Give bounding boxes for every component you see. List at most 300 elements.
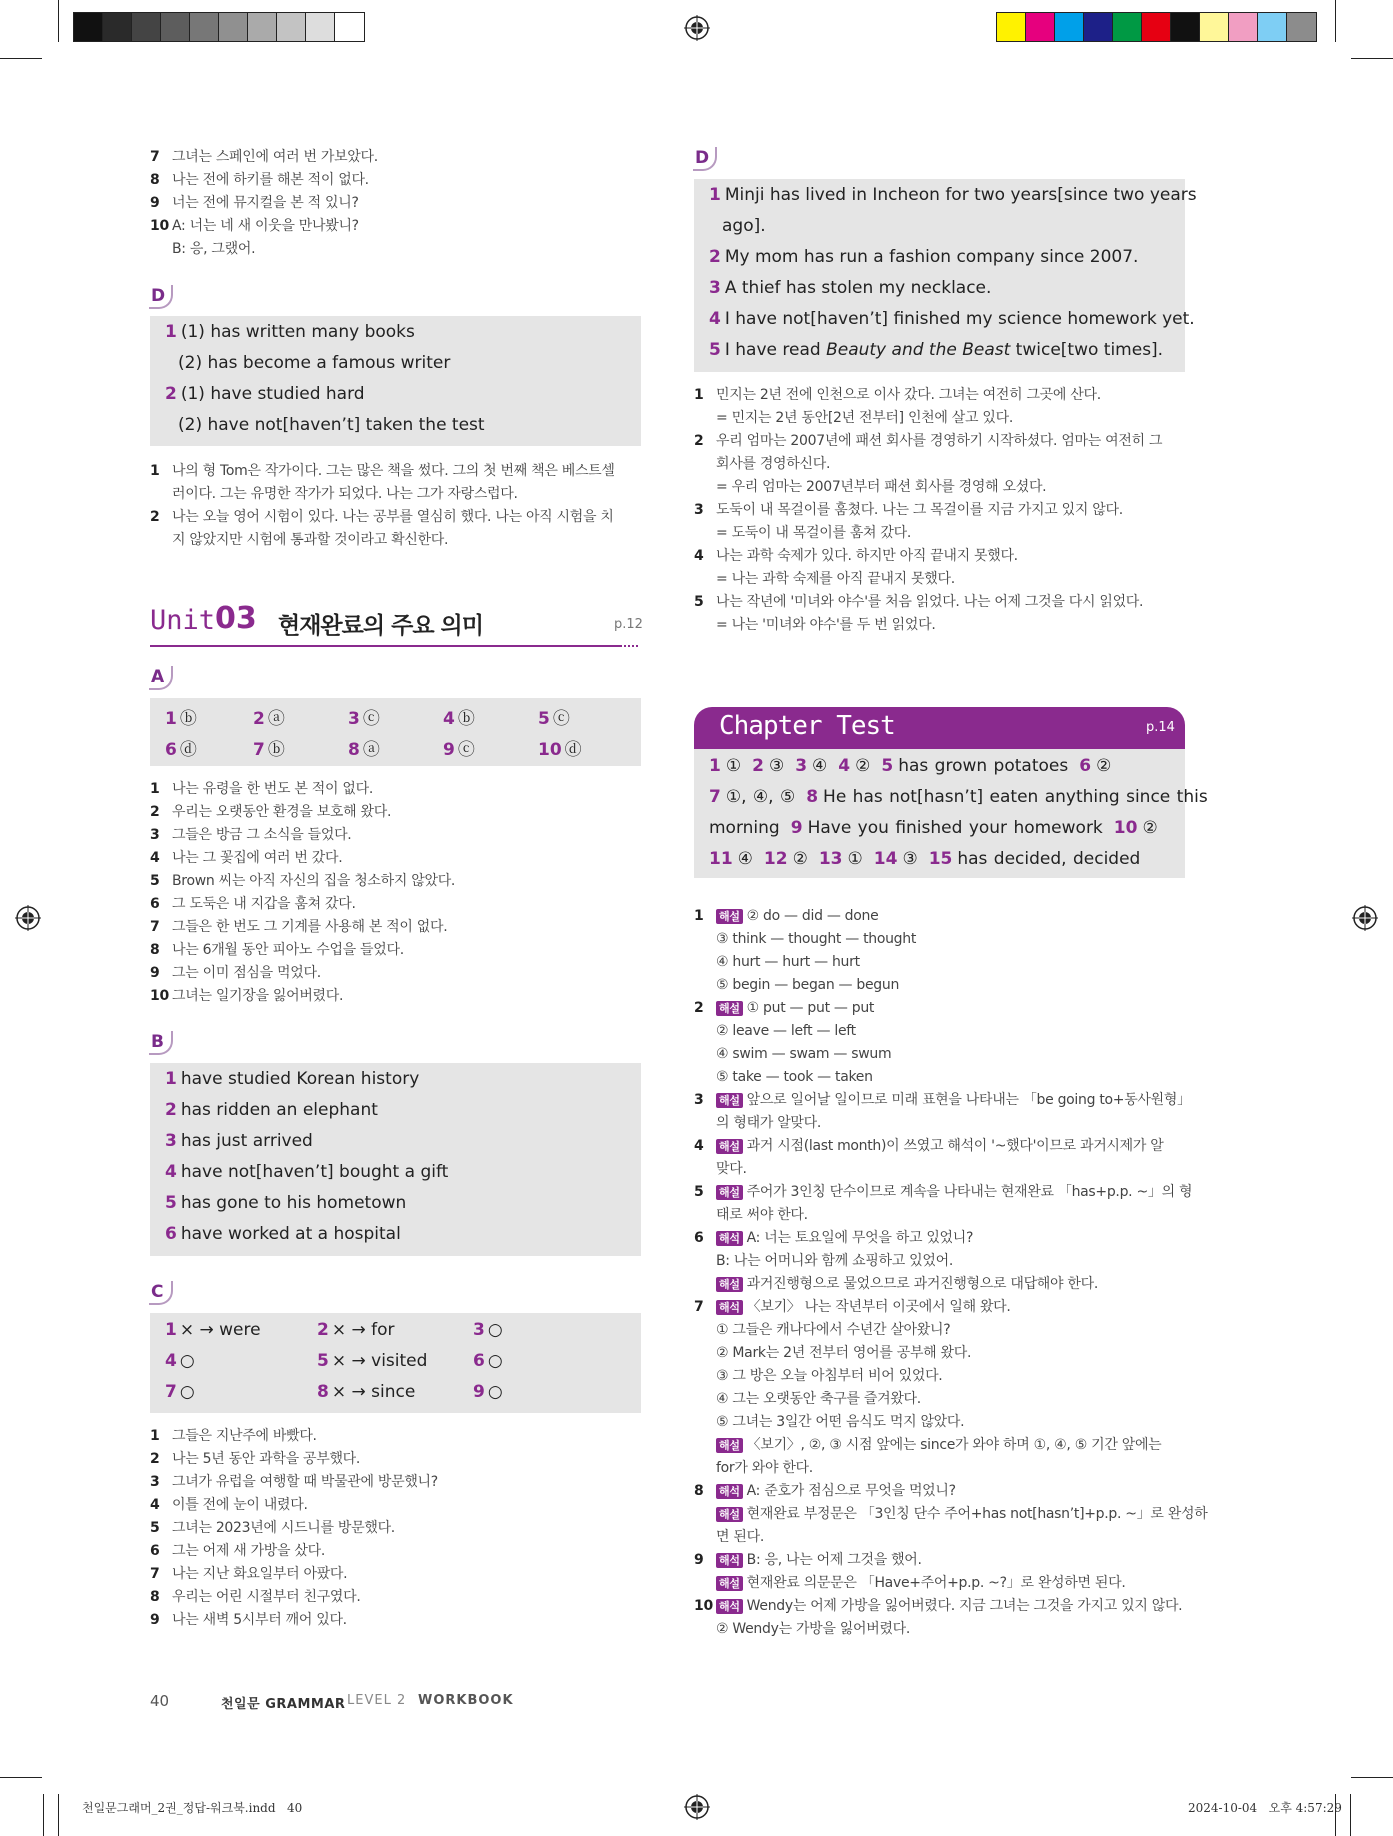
explanation-line (694, 905, 878, 928)
explanation-tag: 해설 (716, 1277, 743, 1292)
list-item (694, 453, 830, 476)
answer-number: 6 (165, 740, 177, 760)
answer-line (165, 322, 415, 342)
item-text: 나의 형 Tom은 작가이다. 그는 많은 책을 썼다. 그의 첫 번째 책은 베스트셀 (172, 463, 615, 479)
gray-swatch (335, 13, 364, 41)
list-item (150, 460, 615, 483)
item-text: 맞다. (716, 1161, 747, 1177)
answer-text: ① (847, 849, 863, 869)
list-item (150, 870, 455, 893)
item-text: ① 그들은 캐나다에서 수년간 살아왔니? (716, 1322, 951, 1338)
answer-text: × → for (331, 1320, 395, 1340)
item-number: 6 (150, 896, 160, 912)
item-number: 3 (150, 827, 160, 843)
gray-color-bar (73, 12, 365, 42)
chapter-test-line (709, 756, 1122, 776)
answer-number: 1 (165, 1320, 177, 1340)
answer-text: × → visited (331, 1351, 428, 1371)
item-text: 그들은 지난주에 바빴다. (172, 1428, 317, 1444)
explanation-tag: 해설 (716, 909, 743, 924)
list-item (150, 939, 404, 962)
list-item (150, 192, 359, 215)
item-text: 지 않았지만 시험에 통과할 것이라고 확신한다. (172, 532, 449, 548)
item-number: 6 (694, 1230, 704, 1246)
color-bar (996, 12, 1317, 42)
list-item (150, 824, 351, 847)
answer-line (165, 384, 365, 404)
answer-cell (473, 1382, 503, 1402)
gray-swatch (190, 13, 219, 41)
list-item (694, 476, 1046, 499)
list-item (150, 893, 356, 916)
list-item (150, 506, 614, 529)
answer-text: ③ (768, 756, 785, 776)
list-item (694, 568, 955, 591)
list-item (150, 238, 255, 261)
color-swatch (1200, 13, 1229, 41)
item-text: 의 형태가 알맞다. (716, 1115, 822, 1131)
list-item (150, 146, 378, 169)
item-text: 그녀는 일기장을 잃어버렸다. (172, 988, 344, 1004)
crop-mark (1351, 58, 1393, 59)
answer-number: 2 (709, 247, 721, 267)
explanation-tag: 해석 (716, 1300, 743, 1315)
item-text: 나는 새벽 5시부터 깨어 있다. (172, 1612, 347, 1628)
list-item (150, 1586, 361, 1609)
answer-cell (253, 704, 285, 729)
answer-text: ①, ④, ⑤ (725, 787, 796, 807)
color-swatch (1229, 13, 1258, 41)
explanation-line (694, 1020, 856, 1043)
color-swatch (1026, 13, 1055, 41)
answer-text: He has not[hasn’t] eaten anything since this (823, 787, 1208, 807)
explanation-line (694, 1480, 956, 1503)
item-number: 9 (150, 1612, 160, 1628)
answer-cell (165, 1382, 195, 1402)
item-text: 도둑이 내 목걸이를 훔쳤다. 나는 그 목걸이를 지금 가지고 있지 않다. (716, 502, 1123, 518)
item-text: A: 준호가 점심으로 무엇을 먹었니? (746, 1483, 956, 1499)
chapter-test-page-ref: p.14 (1146, 720, 1175, 735)
answer-number: 10 (1113, 818, 1138, 838)
item-number: 8 (694, 1483, 704, 1499)
explanation-line (694, 1503, 1207, 1526)
item-text: Brown 씨는 아직 자신의 집을 청소하지 않았다. (172, 873, 456, 889)
list-item (694, 522, 911, 545)
item-number: 7 (150, 919, 160, 935)
answer-number: 1 (709, 185, 721, 205)
item-number: 2 (694, 433, 704, 449)
item-text: 그들은 한 번도 그 기계를 사용해 본 적이 없다. (172, 919, 448, 935)
answer-number: 6 (473, 1351, 485, 1371)
item-text: A: 너는 토요일에 무엇을 하고 있었니? (746, 1230, 974, 1246)
item-text: 현재완료 부정문은 「3인칭 단수 주어+has not[hasn’t]+p.p. ~」로 완성하 (746, 1506, 1208, 1522)
item-text: 우리 엄마는 2007년에 패션 회사를 경영하기 시작하셨다. 엄마는 여전히 그 (716, 433, 1163, 449)
item-number: 5 (694, 594, 704, 610)
explanation-tag: 해설 (716, 1438, 743, 1453)
explanation-tag: 해석 (716, 1231, 743, 1246)
item-text: 그녀는 스페인에 여러 번 가보았다. (172, 149, 378, 165)
answer-cell (443, 735, 475, 760)
explanation-line (694, 1043, 891, 1066)
item-text: 우리는 어린 시절부터 친구였다. (172, 1589, 361, 1605)
answer-text: ⓒ (552, 709, 570, 729)
item-number: 9 (150, 195, 160, 211)
list-item (694, 384, 1101, 407)
section-b-letter: B (149, 1031, 173, 1055)
list-item (150, 1540, 325, 1563)
explanation-line (694, 1273, 1098, 1296)
explanation-tag: 해석 (716, 1599, 743, 1614)
explanation-line (694, 1457, 813, 1480)
answer-cell (317, 1351, 427, 1371)
answer-text: morning (709, 818, 780, 838)
list-item (150, 1471, 438, 1494)
answer-text: ⓑ (179, 709, 197, 729)
list-item (150, 1448, 360, 1471)
item-number: 1 (694, 908, 704, 924)
answer-text: ○ (179, 1351, 195, 1371)
answer-line (165, 1069, 419, 1089)
list-item (150, 215, 359, 238)
chapter-test-line (709, 787, 1219, 807)
item-number: 5 (150, 873, 160, 889)
answer-text: ⓐ (267, 709, 285, 729)
list-item (694, 430, 1162, 453)
print-timestamp: 2024-10-04 오후 4:57:29 (1188, 1801, 1342, 1815)
answer-number: 9 (443, 740, 455, 760)
answer-number: 1 (165, 322, 177, 342)
answer-text: I have not[haven’t] finished my science homework yet. (724, 309, 1195, 329)
answer-text: have studied Korean history (180, 1069, 420, 1089)
item-text: 나는 그 꽃집에 여러 번 갔다. (172, 850, 343, 866)
item-number: 2 (150, 509, 160, 525)
answer-text: have worked at a hospital (180, 1224, 401, 1244)
answer-number: 2 (752, 756, 764, 776)
list-item (150, 1494, 308, 1517)
item-text: 나는 6개월 동안 피아노 수업을 들었다. (172, 942, 404, 958)
unit-underline-dots (620, 645, 638, 649)
item-number: 8 (150, 1589, 160, 1605)
color-swatch (997, 13, 1026, 41)
answer-number: 5 (165, 1193, 177, 1213)
item-text: = 도둑이 내 목걸이를 훔쳐 갔다. (716, 525, 912, 541)
item-number: 2 (694, 1000, 704, 1016)
explanation-line (694, 1112, 821, 1135)
explanation-line (694, 1549, 922, 1572)
answer-text: has gone to his hometown (180, 1193, 407, 1213)
registration-mark-icon (684, 1794, 710, 1820)
item-number: 4 (150, 850, 160, 866)
answer-text: ③ (902, 849, 918, 869)
answer-number: 6 (1079, 756, 1092, 776)
explanation-line (694, 1342, 971, 1365)
answer-title-italic: Beauty and the Beast (826, 340, 1011, 360)
list-item (150, 483, 518, 506)
item-text: ⑤ 그녀는 3일간 어떤 음식도 먹지 않았다. (716, 1414, 965, 1430)
item-text: 그녀는 2023년에 시드니를 방문했다. (172, 1520, 395, 1536)
item-number: 5 (150, 1520, 160, 1536)
item-number: 7 (150, 1566, 160, 1582)
item-text: 현재완료 의문문은 「Have+주어+p.p. ~?」로 완성하면 된다. (746, 1575, 1126, 1591)
color-swatch (1171, 13, 1200, 41)
item-text: 러이다. 그는 유명한 작가가 되었다. 나는 그가 자랑스럽다. (172, 486, 518, 502)
item-text: 우리는 오랫동안 환경을 보호해 왔다. (172, 804, 392, 820)
answer-cell (165, 735, 197, 760)
answer-number: 5 (881, 756, 894, 776)
section-a-letter: A (149, 666, 173, 690)
answer-line (722, 216, 766, 236)
answer-number: 3 (709, 278, 721, 298)
answer-cell (317, 1320, 395, 1340)
explanation-line (694, 1089, 1191, 1112)
footer-workbook: WORKBOOK (418, 1693, 514, 1708)
item-text: 이틀 전에 눈이 내렸다. (172, 1497, 308, 1513)
item-text: 그들은 방금 그 소식을 들었다. (172, 827, 352, 843)
item-text: 그는 어제 새 가방을 샀다. (172, 1543, 325, 1559)
item-text: 〈보기〉, ②, ③ 시점 앞에는 since가 와야 하며 ①, ④, ⑤ 기간 앞에는 (746, 1437, 1162, 1453)
item-text: 나는 유령을 한 번도 본 적이 없다. (172, 781, 373, 797)
answer-number: 5 (538, 709, 550, 729)
crop-mark (1335, 0, 1336, 42)
item-number: 8 (150, 942, 160, 958)
explanation-line (694, 951, 860, 974)
answer-text: My mom has run a fashion company since 2007. (724, 247, 1139, 267)
answer-number: 8 (806, 787, 819, 807)
answer-text: ago]. (722, 216, 766, 236)
answer-text: ① (725, 756, 742, 776)
item-number: 10 (150, 218, 169, 234)
unit-page-ref: p.12 (614, 617, 643, 632)
item-text: B: 응, 나는 어제 그것을 했어. (746, 1552, 922, 1568)
section-c-letter: C (149, 1281, 173, 1305)
explanation-line (694, 1066, 873, 1089)
item-text: 나는 전에 하키를 해본 적이 없다. (172, 172, 369, 188)
list-item (694, 407, 1013, 430)
item-text: = 나는 '미녀와 야수'를 두 번 읽었다. (716, 617, 936, 633)
answer-line (709, 247, 1138, 267)
answer-number: 2 (253, 709, 265, 729)
item-text: 나는 오늘 영어 시험이 있다. 나는 공부를 열심히 했다. 나는 아직 시험을 치 (172, 509, 614, 525)
answer-text: Minji has lived in Incheon for two years[since two years (724, 185, 1197, 205)
answer-text: ○ (487, 1320, 503, 1340)
unit-number: 03 (215, 601, 257, 636)
list-item (150, 1517, 395, 1540)
crop-mark (1350, 1794, 1351, 1836)
item-text: 주어가 3인칭 단수이므로 계속을 나타내는 현재완료 「has+p.p. ~」의 형 (746, 1184, 1193, 1200)
answer-line (709, 185, 1197, 205)
color-swatch (1055, 13, 1084, 41)
explanation-line (694, 974, 899, 997)
item-text: 나는 과학 숙제가 있다. 하지만 아직 끝내지 못했다. (716, 548, 1018, 564)
item-number: 3 (694, 1092, 704, 1108)
item-text: ② Wendy는 가방을 잃어버렸다. (716, 1621, 911, 1637)
answer-text: ⓑ (267, 740, 285, 760)
list-item (150, 916, 447, 939)
answer-cell (253, 735, 285, 760)
item-text: = 민지는 2년 동안[2년 전부터] 인천에 살고 있다. (716, 410, 1013, 426)
answer-text: ○ (487, 1382, 503, 1402)
crop-mark (58, 1794, 59, 1836)
answer-text: ② (792, 849, 808, 869)
explanation-line (694, 1572, 1125, 1595)
item-number: 4 (150, 1497, 160, 1513)
item-text: 태로 써야 한다. (716, 1207, 808, 1223)
explanation-tag: 해설 (716, 1093, 743, 1108)
answer-text: (2) have not[haven’t] taken the test (178, 415, 485, 435)
answer-number: 3 (473, 1320, 485, 1340)
item-text: 그 도둑은 내 지갑을 훔쳐 갔다. (172, 896, 356, 912)
answer-text: ○ (179, 1382, 195, 1402)
item-number: 1 (150, 463, 160, 479)
answer-text: × → were (179, 1320, 261, 1340)
item-number: 6 (150, 1543, 160, 1559)
answer-text: (2) has become a famous writer (178, 353, 451, 373)
list-item (694, 614, 936, 637)
item-number: 7 (150, 149, 160, 165)
answer-line (709, 309, 1195, 329)
registration-mark-icon (15, 905, 41, 931)
answer-cell (165, 704, 197, 729)
answer-number: 9 (473, 1382, 485, 1402)
explanation-line (694, 1618, 910, 1641)
answer-text: ④ (737, 849, 753, 869)
unit-title: 현재완료의 주요 의미 (278, 613, 483, 639)
item-text: ④ 그는 오랫동안 축구를 즐겨왔다. (716, 1391, 921, 1407)
item-text: = 나는 과학 숙제를 아직 끝내지 못했다. (716, 571, 955, 587)
answer-line (165, 1100, 378, 1120)
item-text: ① put — put — put (746, 1000, 875, 1016)
item-number: 1 (150, 1428, 160, 1444)
answer-number: 15 (928, 849, 953, 869)
answer-cell (348, 704, 380, 729)
page-number: 40 (150, 1692, 170, 1710)
answer-number: 11 (709, 849, 733, 869)
explanation-line (694, 928, 916, 951)
chapter-test-line (709, 849, 1151, 869)
answer-number: 4 (709, 309, 721, 329)
explanation-line (694, 1204, 808, 1227)
answer-cell (165, 1351, 195, 1371)
answer-cell (317, 1382, 415, 1402)
answer-number: 2 (317, 1320, 329, 1340)
answer-line (709, 340, 1163, 360)
print-file-name: 천일문그래머_2권_정답-워크북.indd 40 (82, 1801, 303, 1815)
color-swatch (1258, 13, 1287, 41)
crop-mark (43, 1794, 44, 1836)
answer-cell (443, 704, 475, 729)
item-text: ⑤ take — took — taken (716, 1069, 873, 1085)
explanation-tag: 해석 (716, 1553, 743, 1568)
list-item (150, 529, 448, 552)
item-number: 2 (150, 804, 160, 820)
item-text: 그녀가 유럽을 여행할 때 박물관에 방문했니? (172, 1474, 438, 1490)
explanation-tag: 해설 (716, 1185, 743, 1200)
crop-mark (58, 0, 59, 42)
answer-number: 7 (709, 787, 721, 807)
gray-swatch (132, 13, 161, 41)
gray-swatch (74, 13, 103, 41)
answer-line (178, 353, 450, 373)
answer-number: 3 (165, 1131, 177, 1151)
answer-text: ⓒ (362, 709, 380, 729)
answer-text: (1) has written many books (180, 322, 415, 342)
crop-mark (1351, 1777, 1393, 1778)
gray-swatch (306, 13, 335, 41)
unit-underline (150, 645, 620, 647)
registration-mark-icon (1352, 905, 1378, 931)
item-number: 10 (150, 988, 169, 1004)
explanation-tag: 해설 (716, 1139, 743, 1154)
crop-mark (0, 58, 42, 59)
answer-cell (165, 1320, 261, 1340)
answer-number: 9 (790, 818, 803, 838)
answer-text: ○ (487, 1351, 503, 1371)
answer-line (709, 278, 991, 298)
answer-cell (473, 1320, 503, 1340)
item-number: 3 (150, 1474, 160, 1490)
answer-text: ② (1096, 756, 1112, 776)
explanation-line (694, 1595, 1182, 1618)
item-text: Wendy는 어제 가방을 잃어버렸다. 지금 그녀는 그것을 가지고 있지 않다. (746, 1598, 1183, 1614)
answer-cell (348, 735, 380, 760)
explanation-line (694, 1250, 953, 1273)
gray-swatch (161, 13, 190, 41)
item-number: 4 (694, 1138, 704, 1154)
answer-number: 8 (348, 740, 360, 760)
item-text: 민지는 2년 전에 인천으로 이사 갔다. 그녀는 여전히 그곳에 산다. (716, 387, 1101, 403)
answer-text: has grown potatoes (898, 756, 1069, 776)
answer-number: 4 (838, 756, 851, 776)
list-item (150, 1425, 317, 1448)
explanation-line (694, 1388, 921, 1411)
answer-number: 10 (538, 740, 562, 760)
crop-mark (0, 1777, 42, 1778)
item-text: 너는 전에 뮤지컬을 본 적 있니? (172, 195, 359, 211)
gray-swatch (219, 13, 248, 41)
item-number: 8 (150, 172, 160, 188)
answer-text: has ridden an elephant (180, 1100, 378, 1120)
item-text: = 우리 엄마는 2007년부터 패션 회사를 경영해 오셨다. (716, 479, 1047, 495)
answer-text: A thief has stolen my necklace. (724, 278, 992, 298)
answer-number: 5 (317, 1351, 329, 1371)
answer-text: has just arrived (180, 1131, 313, 1151)
list-item (150, 962, 321, 985)
item-text: 〈보기〉 나는 작년부터 이곳에서 일해 왔다. (746, 1299, 1011, 1315)
answer-number: 8 (317, 1382, 329, 1402)
item-text: ② Mark는 2년 전부터 영어를 공부해 왔다. (716, 1345, 972, 1361)
list-item (150, 169, 369, 192)
answer-text: has decided, decided (957, 849, 1141, 869)
answer-text: Have you finished your homework (807, 818, 1103, 838)
answer-number: 7 (165, 1382, 177, 1402)
item-text: 회사를 경영하신다. (716, 456, 831, 472)
item-text: 앞으로 일어날 일이므로 미래 표현을 나타내는 「be going to+동사원형」 (746, 1092, 1191, 1108)
explanation-line (694, 1135, 1163, 1158)
answer-number: 1 (165, 1069, 177, 1089)
item-text: ② do — did — done (746, 908, 879, 924)
answer-line (178, 415, 485, 435)
answer-number: 4 (443, 709, 455, 729)
answer-number: 7 (253, 740, 265, 760)
item-number: 9 (150, 965, 160, 981)
item-text: ⑤ begin — began — begun (716, 977, 900, 993)
answer-cell (538, 735, 582, 760)
item-number: 5 (694, 1184, 704, 1200)
item-text: for가 와야 한다. (716, 1460, 813, 1476)
item-text: ③ think — thought — thought (716, 931, 917, 947)
item-text: 면 된다. (716, 1529, 764, 1545)
explanation-line (694, 1296, 1011, 1319)
